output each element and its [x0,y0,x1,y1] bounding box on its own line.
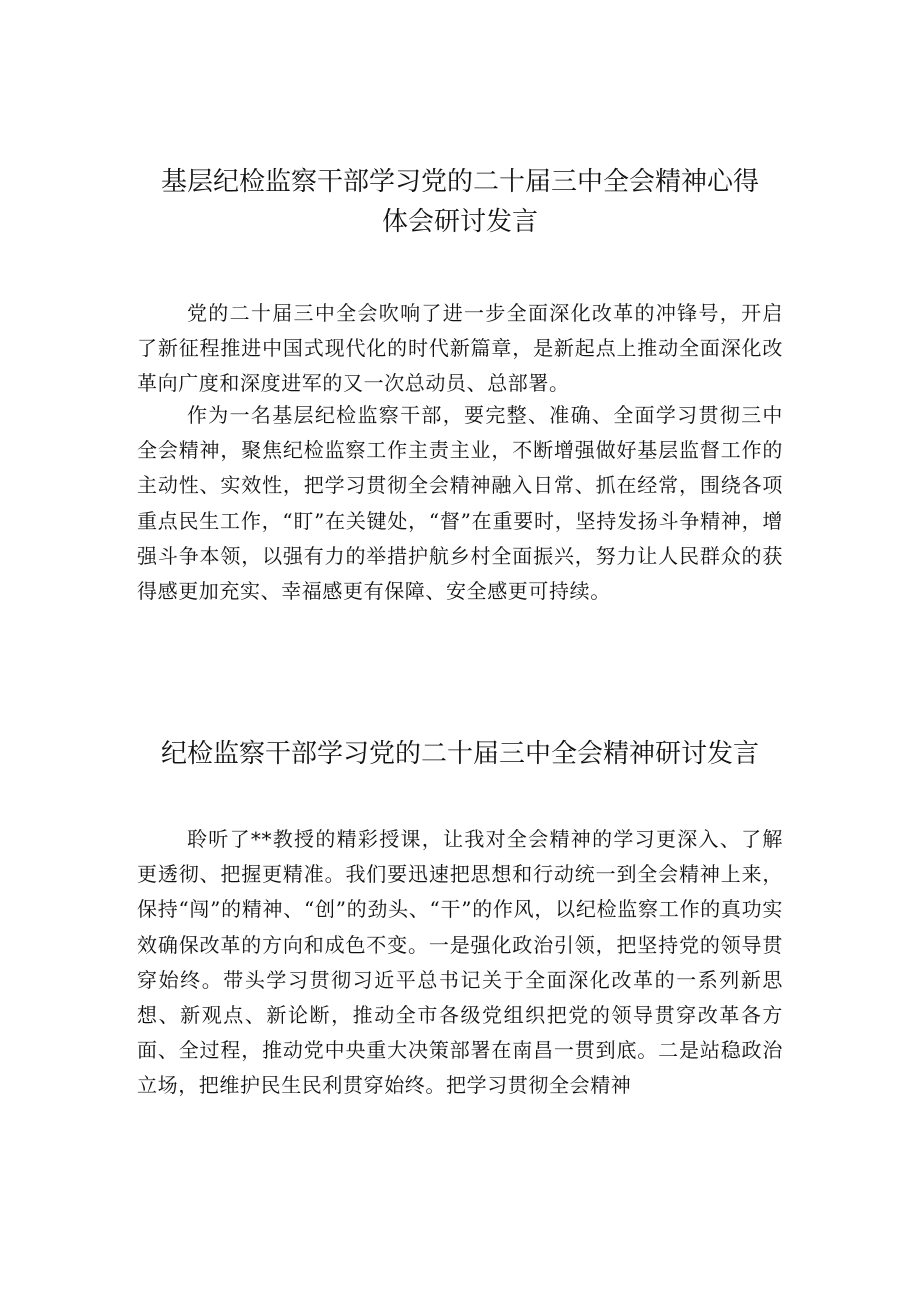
section2-title-text: 纪检监察干部学习党的二十届三中全会精神研讨发言 [160,739,759,769]
section2-title [100,734,820,774]
section1-paragraph-1: 党的二十届三中全会吹响了进一步全面深化改革的冲锋号，开启了新征程推进中国式现代化的时代新篇章，是新起点上推动全面深化改革向广度和深度进军的又一次总动员、总部署。 [137,301,783,396]
section1-paragraph-2: 作为一名基层纪检监察干部，要完整、准确、全面学习贯彻三中全会精神，聚焦纪检监察工作主责主业，不断增强做好基层监督工作的主动性、实效性，把学习贯彻全会精神融入日常、抓在经常，围绕各项重点民生工作，“盯”在关键处，“督”在重要时，坚持发扬斗争精神，增强斗争本领，以强有力的举措护航乡村全面振兴，努力让人民群众的获得感更加充实、幸福感更有保障、安全感更可持续。 [137,403,783,604]
section2-paragraph-1: 聆听了**教授的精彩授课，让我对全会精神的学习更深入、了解更透彻、把握更精准。我们要迅速把思想和行动统一到全会精神上来，保持“闯”的精神、“创”的劲头、“干”的作风，以纪检监察工作的真功实效确保改革的方向和成色不变。一是强化政治引领，把坚持党的领导贯穿始终。带头学习贯彻习近平总书记关于全面深化改革的一系列新思想、新观点、新论断，推动全市各级党组织把党的领导贯穿改革各方面、全过程，推动党中央重大决策部署在南昌一贯到底。二是站稳政治立场，把维护民生民利贯穿始终。把学习贯彻全会精神 [137,827,783,1098]
section1-title [100,162,820,242]
section1-title-line1: 基层纪检监察干部学习党的二十届三中全会精神心得 [160,167,759,197]
section1-title-line2: 体会研讨发言 [381,207,538,237]
